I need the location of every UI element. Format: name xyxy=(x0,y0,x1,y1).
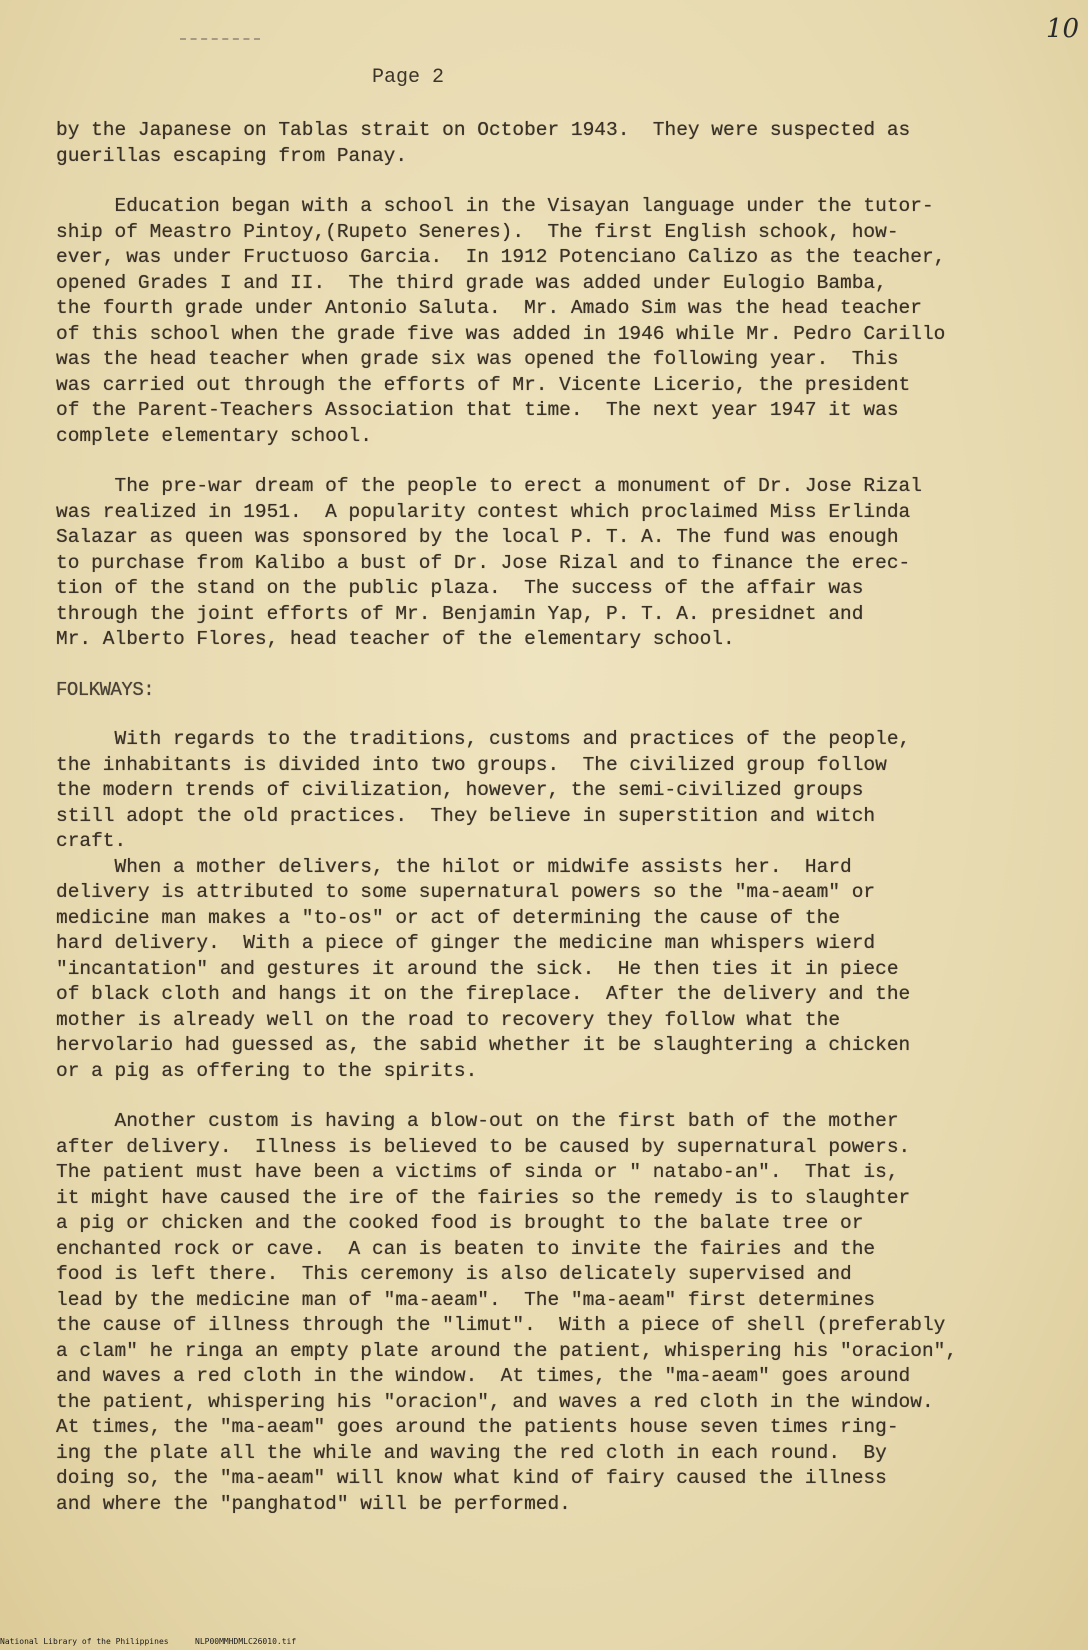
page-heading: Page 2 xyxy=(372,66,445,89)
text-line: complete elementary school. xyxy=(56,424,372,447)
text-line: ever, was under Fructuoso Garcia. In 1912 Potenciano Calizo as the teacher, xyxy=(56,246,946,268)
text-line: of the Parent-Teachers Association that time. The next year 1947 it was xyxy=(56,399,899,421)
text-line: the modern trends of civilization, however, the semi-civilized groups xyxy=(56,779,864,801)
paragraph-another-custom xyxy=(56,1109,1056,1517)
text-line: ship of Meastro Pintoy,(Rupeto Seneres). The first English schook, how- xyxy=(56,220,899,243)
text-line: craft. xyxy=(56,830,127,852)
paragraph-rizal-monument xyxy=(56,474,1056,653)
text-line: by the Japanese on Tablas strait on October 1943. They were suspected as xyxy=(56,119,911,141)
text-line: Mr. Alberto Flores, head teacher of the elementary school. xyxy=(56,628,735,650)
text-line: the inhabitants is divided into two groups. The civilized group follow xyxy=(56,753,887,776)
text-line: medicine man makes a "to-os" or act of determining the cause of the xyxy=(56,906,841,929)
text-line: a clam" he ringa an empty plate around the patient, whispering his "oracion", xyxy=(56,1339,958,1362)
text-line: mother is already well on the road to recovery they follow what the xyxy=(56,1008,841,1031)
text-line: still adopt the old practices. They believe in superstition and witch xyxy=(56,804,876,827)
text-line: The patient must have been a victims of sinda or " natabo-an". That is, xyxy=(56,1161,899,1183)
text-line: to purchase from Kalibo a bust of Dr. Jose Rizal and to finance the erec- xyxy=(56,551,911,574)
text-line: the fourth grade under Antonio Saluta. Mr. Amado Sim was the head teacher xyxy=(56,297,922,319)
text-line: guerillas escaping from Panay. xyxy=(56,144,408,167)
text-line: delivery is attributed to some supernatural powers so the "ma-aeam" or xyxy=(56,881,876,903)
text-line: The pre-war dream of the people to erect a monument of Dr. Jose Rizal xyxy=(56,475,922,497)
text-line: and where the "panghatod" will be performed. xyxy=(56,1492,571,1515)
scan-filename: NLP00MMHDMLC26010.tif xyxy=(195,1637,297,1646)
text-line: Education began with a school in the Visayan language under the tutor- xyxy=(56,195,934,217)
text-line: after delivery. Illness is believed to be caused by supernatural powers. xyxy=(56,1135,911,1158)
text-line: Another custom is having a blow-out on the first bath of the mother xyxy=(56,1110,899,1132)
text-line: food is left there. This ceremony is also delicately supervised and xyxy=(56,1263,852,1285)
text-line: opened Grades I and II. The third grade was added under Eulogio Bamba, xyxy=(56,271,887,294)
section-heading-folkways: FOLKWAYS: xyxy=(56,678,155,701)
text-line: "incantation" and gestures it around the sick. He then ties it in piece xyxy=(56,957,899,980)
text-line: hervolario had guessed as, the sabid whether it be slaughtering a chicken xyxy=(56,1034,911,1056)
text-line: and waves a red cloth in the window. At times, the "ma-aeam" goes around xyxy=(56,1365,911,1387)
text-line: ing the plate all the while and waving the red cloth in each round. By xyxy=(56,1441,887,1464)
paragraph-education xyxy=(56,194,1056,449)
text-line: was carried out through the efforts of Mr. Vicente Licerio, the president xyxy=(56,373,911,396)
document-body xyxy=(56,118,1056,1517)
text-line: a pig or chicken and the cooked food is brought to the balate tree or xyxy=(56,1212,864,1234)
pencil-mark xyxy=(180,38,260,43)
text-line: hard delivery. With a piece of ginger the medicine man whispers wierd xyxy=(56,932,876,954)
paragraph-folkways xyxy=(56,727,1056,1084)
text-line: was realized in 1951. A popularity contest which proclaimed Miss Erlinda xyxy=(56,500,911,523)
text-line: doing so, the "ma-aeam" will know what kind of fairy caused the illness xyxy=(56,1467,887,1489)
text-line: it might have caused the ire of the fairies so the remedy is to slaughter xyxy=(56,1186,911,1209)
text-line: was the head teacher when grade six was opened the following year. This xyxy=(56,348,899,370)
text-line: the patient, whispering his "oracion", and waves a red cloth in the window. xyxy=(56,1390,934,1413)
text-line: When a mother delivers, the hilot or midwife assists her. Hard xyxy=(56,855,852,878)
text-line: At times, the "ma-aeam" goes around the patients house seven times ring- xyxy=(56,1416,899,1438)
text-line: lead by the medicine man of "ma-aeam". The "ma-aeam" first determines xyxy=(56,1288,876,1311)
library-credit: National Library of the Philippines xyxy=(0,1637,169,1646)
text-line: of black cloth and hangs it on the fireplace. After the delivery and the xyxy=(56,983,911,1005)
text-line: enchanted rock or cave. A can is beaten to invite the fairies and the xyxy=(56,1237,876,1260)
text-line: through the joint efforts of Mr. Benjamin Yap, P. T. A. presidnet and xyxy=(56,602,864,625)
text-line: tion of the stand on the public plaza. The success of the affair was xyxy=(56,577,864,599)
text-line: or a pig as offering to the spirits. xyxy=(56,1059,478,1082)
text-line: With regards to the traditions, customs and practices of the people, xyxy=(56,728,911,750)
text-line: Salazar as queen was sponsored by the local P. T. A. The fund was enough xyxy=(56,526,899,548)
handwritten-page-number: 10 xyxy=(1046,14,1080,44)
text-line: the cause of illness through the "limut". With a piece of shell (preferably xyxy=(56,1314,946,1336)
text-line: of this school when the grade five was added in 1946 while Mr. Pedro Carillo xyxy=(56,322,946,345)
paragraph-1 xyxy=(56,118,1056,169)
